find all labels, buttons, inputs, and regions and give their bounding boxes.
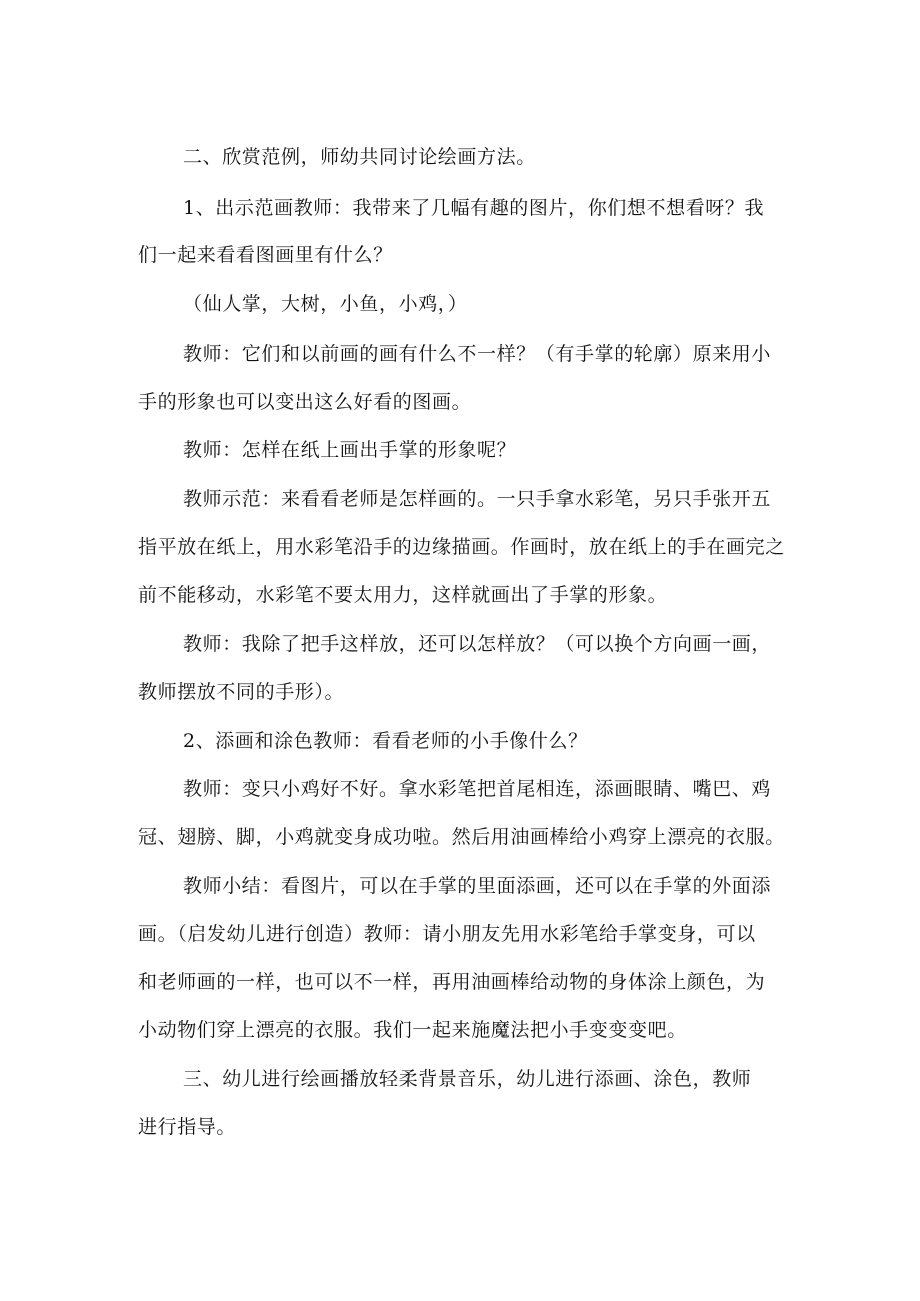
text-line: 和老师画的一样，也可以不一样，再用油画棒给动物的身体涂上颜色，为 — [138, 971, 766, 993]
text-line: 教师摆放不同的手形）。 — [138, 681, 345, 703]
text-line: 们一起来看看图画里有什么？ — [138, 244, 393, 266]
text-line: 进行指导。 — [138, 1116, 237, 1138]
text-line: 手的形象也可以变出这么好看的图画。 — [138, 391, 472, 413]
text-line: 小动物们穿上漂亮的衣服。我们一起来施魔法把小手变变变吧。 — [138, 1019, 687, 1041]
text-line: 1、出示范画教师：我带来了几幅有趣的图片，你们想不想看呀？我 — [183, 197, 765, 219]
text-line: 冠、翅膀、脚，小鸡就变身成功啦。然后用油画棒给小鸡穿上漂亮的衣服。 — [138, 826, 785, 848]
text-line: 教师：我除了把手这样放，还可以怎样放？（可以换个方向画一画， — [183, 633, 772, 655]
text-line: 教师小结：看图片，可以在手掌的里面添画，还可以在手掌的外面添 — [183, 875, 772, 897]
text-line: 2、添画和涂色教师：看看老师的小手像什么？ — [183, 730, 588, 752]
text-line: 前不能移动，水彩笔不要太用力，这样就画出了手掌的形象。 — [138, 584, 668, 606]
text-line: 教师：怎样在纸上画出手掌的形象呢？ — [183, 439, 517, 461]
text-line: 三、幼儿进行绘画播放轻柔背景音乐，幼儿进行添画、涂色，教师 — [183, 1068, 752, 1090]
text-line: 教师示范：来看看老师是怎样画的。一只手拿水彩笔，另只手张开五 — [183, 488, 772, 510]
text-line: （仙人掌，大树，小鱼，小鸡，） — [183, 293, 468, 315]
text-line: 教师：变只小鸡好不好。拿水彩笔把首尾相连，添画眼睛、嘴巴、鸡 — [183, 778, 772, 800]
text-line: 教师：它们和以前画的画有什么不一样？（有手掌的轮廓）原来用小 — [183, 343, 772, 365]
text-line: 二、欣赏范例，师幼共同讨论绘画方法。 — [183, 146, 536, 168]
text-line: 指平放在纸上，用水彩笔沿手的边缘描画。作画时，放在纸上的手在画完之 — [138, 536, 785, 558]
text-line: 画。（启发幼儿进行创造）教师：请小朋友先用水彩笔给手掌变身，可以 — [138, 923, 756, 945]
